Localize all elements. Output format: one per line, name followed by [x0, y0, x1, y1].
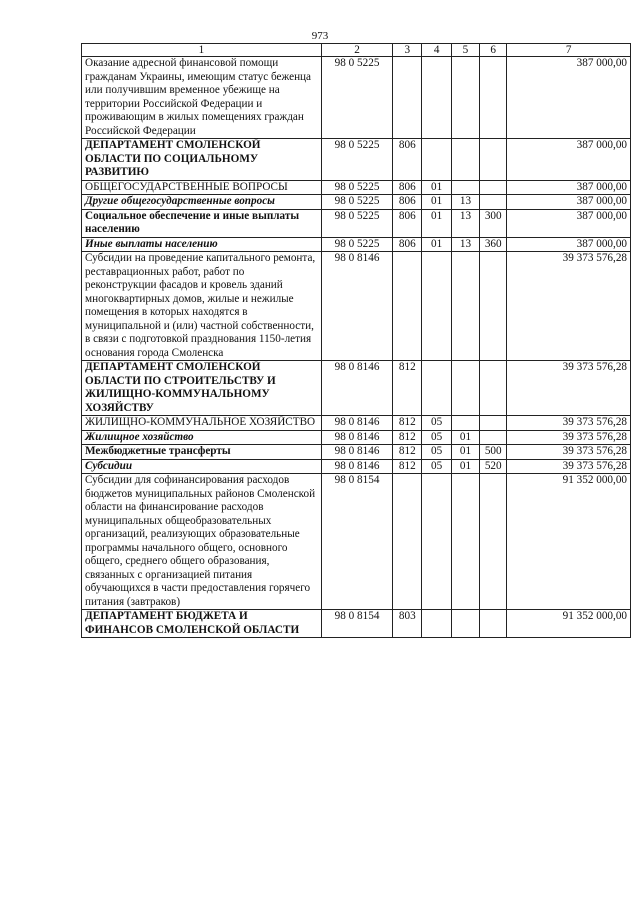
row-name: Оказание адресной финансовой помощи гражданам Украины, имеющим статус беженца или получившим временное убежище на территории Российской Федерации и проживающим в жилых помещениях граждан Российской Федерации — [82, 57, 322, 139]
row-target-code: 98 0 5225 — [321, 180, 392, 195]
table-row — [82, 195, 631, 210]
row-target-code: 98 0 5225 — [321, 209, 392, 237]
row-name: Иные выплаты населению — [82, 237, 322, 252]
page-number: 973 — [311, 30, 329, 42]
row-expense-type: 300 — [480, 209, 507, 237]
table-row — [82, 459, 631, 474]
table-row — [82, 610, 631, 638]
row-section-code — [422, 474, 451, 610]
row-target-code: 98 0 5225 — [321, 195, 392, 210]
row-name: Жилищное хозяйство — [82, 430, 322, 445]
row-target-code: 98 0 8154 — [321, 474, 392, 610]
header-cell: 1 — [82, 44, 322, 57]
row-amount: 91 352 000,00 — [507, 474, 631, 610]
row-expense-type — [480, 195, 507, 210]
row-expense-type — [480, 610, 507, 638]
header-cell: 4 — [422, 44, 451, 57]
row-ministry-code: 806 — [393, 139, 422, 181]
row-subsection-code: 01 — [451, 445, 479, 460]
row-amount: 387 000,00 — [507, 139, 631, 181]
row-amount: 91 352 000,00 — [507, 610, 631, 638]
row-section-code — [422, 610, 451, 638]
row-ministry-code: 806 — [393, 195, 422, 210]
table-row — [82, 209, 631, 237]
row-expense-type: 520 — [480, 459, 507, 474]
table-row — [82, 139, 631, 181]
row-expense-type — [480, 180, 507, 195]
row-expense-type — [480, 430, 507, 445]
row-name: Субсидии — [82, 459, 322, 474]
row-subsection-code — [451, 139, 479, 181]
row-expense-type: 360 — [480, 237, 507, 252]
row-target-code: 98 0 8146 — [321, 416, 392, 431]
row-target-code: 98 0 8146 — [321, 361, 392, 416]
row-amount: 387 000,00 — [507, 57, 631, 139]
row-amount: 387 000,00 — [507, 237, 631, 252]
table-row — [82, 180, 631, 195]
row-subsection-code: 13 — [451, 237, 479, 252]
table-row — [82, 57, 631, 139]
row-subsection-code — [451, 474, 479, 610]
table-row — [82, 416, 631, 431]
row-ministry-code: 806 — [393, 237, 422, 252]
row-ministry-code: 806 — [393, 209, 422, 237]
row-subsection-code: 13 — [451, 195, 479, 210]
row-subsection-code: 01 — [451, 430, 479, 445]
row-subsection-code: 13 — [451, 209, 479, 237]
row-ministry-code: 812 — [393, 445, 422, 460]
row-expense-type — [480, 474, 507, 610]
row-amount: 387 000,00 — [507, 195, 631, 210]
row-ministry-code: 803 — [393, 610, 422, 638]
row-target-code: 98 0 5225 — [321, 237, 392, 252]
header-cell: 5 — [451, 44, 479, 57]
row-name: ДЕПАРТАМЕНТ СМОЛЕНСКОЙ ОБЛАСТИ ПО СОЦИАЛЬНОМУ РАЗВИТИЮ — [82, 139, 322, 181]
row-amount: 387 000,00 — [507, 209, 631, 237]
row-section-code — [422, 252, 451, 361]
row-expense-type — [480, 416, 507, 431]
row-section-code: 01 — [422, 180, 451, 195]
row-target-code: 98 0 5225 — [321, 139, 392, 181]
row-name: ОБЩЕГОСУДАРСТВЕННЫЕ ВОПРОСЫ — [82, 180, 322, 195]
table-row — [82, 237, 631, 252]
row-section-code: 05 — [422, 445, 451, 460]
header-cell: 2 — [321, 44, 392, 57]
budget-table — [81, 43, 631, 638]
table-row — [82, 252, 631, 361]
row-target-code: 98 0 8146 — [321, 459, 392, 474]
row-ministry-code: 812 — [393, 416, 422, 431]
header-cell: 7 — [507, 44, 631, 57]
row-subsection-code — [451, 57, 479, 139]
row-target-code: 98 0 5225 — [321, 57, 392, 139]
row-amount: 39 373 576,28 — [507, 430, 631, 445]
row-subsection-code — [451, 416, 479, 431]
row-subsection-code — [451, 610, 479, 638]
row-ministry-code: 812 — [393, 361, 422, 416]
row-section-code — [422, 57, 451, 139]
row-amount: 39 373 576,28 — [507, 445, 631, 460]
row-name: ДЕПАРТАМЕНТ СМОЛЕНСКОЙ ОБЛАСТИ ПО СТРОИТЕЛЬСТВУ И ЖИЛИЩНО-КОММУНАЛЬНОМУ ХОЗЯЙСТВУ — [82, 361, 322, 416]
row-ministry-code — [393, 252, 422, 361]
row-expense-type — [480, 139, 507, 181]
row-section-code: 05 — [422, 430, 451, 445]
row-expense-type: 500 — [480, 445, 507, 460]
row-name: Социальное обеспечение и иные выплаты населению — [82, 209, 322, 237]
row-subsection-code — [451, 252, 479, 361]
row-section-code — [422, 361, 451, 416]
table-row — [82, 474, 631, 610]
row-amount: 39 373 576,28 — [507, 459, 631, 474]
row-name: Субсидии на проведение капитального ремонта, реставрационных работ, работ по реконструкции фасадов и кровель зданий многоквартирных домов, жилые и нежилые помещения в которых находятся в муниципальной и (или) частной собственности, в связи с подготовкой празднования 1150-летия основания города Смоленска — [82, 252, 322, 361]
table-row — [82, 430, 631, 445]
row-target-code: 98 0 8146 — [321, 430, 392, 445]
row-expense-type — [480, 252, 507, 361]
table-row — [82, 361, 631, 416]
row-name: ДЕПАРТАМЕНТ БЮДЖЕТА И ФИНАНСОВ СМОЛЕНСКОЙ ОБЛАСТИ — [82, 610, 322, 638]
row-expense-type — [480, 57, 507, 139]
row-section-code: 05 — [422, 416, 451, 431]
header-cell: 3 — [393, 44, 422, 57]
row-target-code: 98 0 8146 — [321, 445, 392, 460]
row-name: Межбюджетные трансферты — [82, 445, 322, 460]
row-subsection-code — [451, 180, 479, 195]
row-name: ЖИЛИЩНО-КОММУНАЛЬНОЕ ХОЗЯЙСТВО — [82, 416, 322, 431]
row-subsection-code: 01 — [451, 459, 479, 474]
row-name: Субсидии для софинансирования расходов бюджетов муниципальных районов Смоленской области на финансирование расходов муниципальных общеобразовательных организаций, реализующих образовательные программы начального общего, основного общего, среднего общего образования, связанных с организацией питания обучающихся в части предоставления горячего питания (завтраков) — [82, 474, 322, 610]
row-section-code — [422, 139, 451, 181]
table-row — [82, 445, 631, 460]
row-subsection-code — [451, 361, 479, 416]
row-amount: 39 373 576,28 — [507, 252, 631, 361]
row-target-code: 98 0 8146 — [321, 252, 392, 361]
row-amount: 387 000,00 — [507, 180, 631, 195]
row-ministry-code — [393, 57, 422, 139]
row-target-code: 98 0 8154 — [321, 610, 392, 638]
row-section-code: 01 — [422, 195, 451, 210]
row-ministry-code — [393, 474, 422, 610]
row-ministry-code: 806 — [393, 180, 422, 195]
row-ministry-code: 812 — [393, 430, 422, 445]
row-section-code: 05 — [422, 459, 451, 474]
row-ministry-code: 812 — [393, 459, 422, 474]
header-cell: 6 — [480, 44, 507, 57]
row-amount: 39 373 576,28 — [507, 416, 631, 431]
row-amount: 39 373 576,28 — [507, 361, 631, 416]
header-row — [82, 44, 631, 57]
row-section-code: 01 — [422, 209, 451, 237]
row-section-code: 01 — [422, 237, 451, 252]
row-name: Другие общегосударственные вопросы — [82, 195, 322, 210]
row-expense-type — [480, 361, 507, 416]
